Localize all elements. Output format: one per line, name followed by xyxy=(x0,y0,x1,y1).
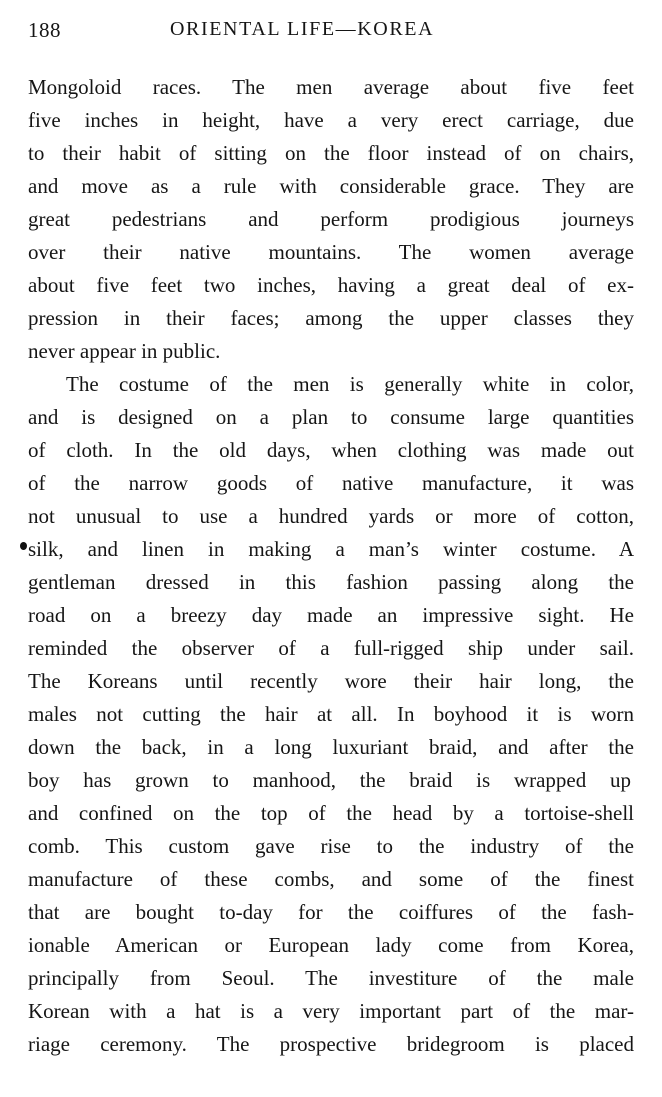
text-line: great pedestrians and perform prodigious journeys xyxy=(28,207,634,231)
text-line: and move as a rule with considerable grace. They are xyxy=(28,174,634,198)
text-line: reminded the observer of a full-rigged ship under sail. xyxy=(28,636,634,660)
paragraph-end-line: never appear in public. xyxy=(28,339,221,363)
text-line: road on a breezy day made an impressive sight. He xyxy=(28,603,634,627)
text-line: over their native mountains. The women average xyxy=(28,240,634,264)
text-line: about five feet two inches, having a great deal of ex- xyxy=(28,273,634,297)
text-line: riage ceremony. The prospective bridegroom is placed xyxy=(28,1032,634,1056)
text-line: manufacture of these combs, and some of the finest xyxy=(28,867,634,891)
text-line: principally from Seoul. The investiture of the male xyxy=(28,966,634,990)
text-line: of cloth. In the old days, when clothing was made out xyxy=(28,438,634,462)
paragraph-start-line: The costume of the men is generally white in color, xyxy=(66,372,634,396)
text-line: pression in their faces; among the upper classes they xyxy=(28,306,634,330)
text-line: down the back, in a long luxuriant braid, and after the xyxy=(28,735,634,759)
text-line: silk, and linen in making a man’s winter costume. A xyxy=(28,537,634,561)
text-line: gentleman dressed in this fashion passing along the xyxy=(28,570,634,594)
body-text xyxy=(28,71,634,1061)
text-line: comb. This custom gave rise to the industry of the xyxy=(28,834,634,858)
ink-spot-mark xyxy=(20,542,27,550)
text-line: that are bought to-day for the coiffures of the fash- xyxy=(28,900,634,924)
page-header xyxy=(28,18,634,48)
text-line: five inches in height, have a very erect carriage, due xyxy=(28,108,634,132)
text-line: and confined on the top of the head by a tortoise-shell xyxy=(28,801,634,825)
text-line: Mongoloid races. The men average about five feet xyxy=(28,75,634,99)
text-line: ionable American or European lady come from Korea, xyxy=(28,933,634,957)
text-line: The Koreans until recently wore their hair long, the xyxy=(28,669,634,693)
running-head: ORIENTAL LIFE—KOREA xyxy=(170,18,435,40)
text-line: Korean with a hat is a very important part of the mar- xyxy=(28,999,634,1023)
text-line: not unusual to use a hundred yards or more of cotton, xyxy=(28,504,634,528)
text-line: males not cutting the hair at all. In boyhood it is worn xyxy=(28,702,634,726)
text-line: to their habit of sitting on the floor instead of on chairs, xyxy=(28,141,634,165)
text-line: of the narrow goods of native manufacture, it was xyxy=(28,471,634,495)
text-line: boy has grown to manhood, the braid is wrapped up xyxy=(28,768,631,792)
text-line: and is designed on a plan to consume large quantities xyxy=(28,405,634,429)
page-number: 188 xyxy=(28,18,61,42)
